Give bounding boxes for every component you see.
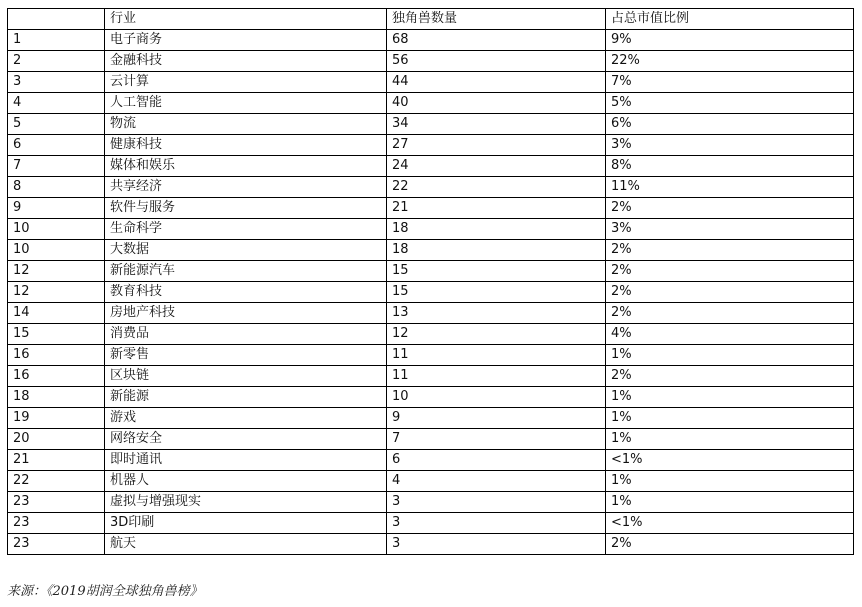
table-row [8,513,854,534]
count-cell: 12 [387,324,606,345]
share-cell: 1% [606,471,854,492]
share-cell: 11% [606,177,854,198]
industry-cell: 金融科技 [105,51,387,72]
rank-cell: 5 [8,114,105,135]
table-row [8,135,854,156]
industry-cell: 航天 [105,534,387,555]
share-cell: 2% [606,282,854,303]
count-cell: 56 [387,51,606,72]
count-cell: 3 [387,492,606,513]
rank-cell: 23 [8,513,105,534]
count-cell: 68 [387,30,606,51]
count-cell: 7 [387,429,606,450]
count-cell: 24 [387,156,606,177]
count-cell: 6 [387,450,606,471]
share-cell: 2% [606,240,854,261]
industry-cell: 网络安全 [105,429,387,450]
industry-cell: 电子商务 [105,30,387,51]
industry-cell: 软件与服务 [105,198,387,219]
share-cell: 1% [606,387,854,408]
table-row [8,345,854,366]
rank-cell: 20 [8,429,105,450]
rank-cell: 12 [8,261,105,282]
industry-cell: 物流 [105,114,387,135]
share-cell: 8% [606,156,854,177]
share-cell: 1% [606,408,854,429]
count-cell: 4 [387,471,606,492]
count-cell: 34 [387,114,606,135]
rank-cell: 6 [8,135,105,156]
rank-cell: 16 [8,345,105,366]
industry-cell: 人工智能 [105,93,387,114]
table-row [8,450,854,471]
table-row [8,492,854,513]
share-cell: <1% [606,513,854,534]
industry-cell: 消费品 [105,324,387,345]
industry-cell: 健康科技 [105,135,387,156]
rank-cell: 9 [8,198,105,219]
table-row [8,303,854,324]
rank-cell: 2 [8,51,105,72]
table-row [8,219,854,240]
rank-cell: 19 [8,408,105,429]
count-cell: 27 [387,135,606,156]
table-row [8,198,854,219]
industry-cell: 虚拟与增强现实 [105,492,387,513]
industry-cell: 新能源汽车 [105,261,387,282]
count-cell: 18 [387,219,606,240]
share-cell: 2% [606,198,854,219]
rank-cell: 21 [8,450,105,471]
share-cell: 2% [606,303,854,324]
industry-cell: 新零售 [105,345,387,366]
source-note: 来源：《2019胡润全球独角兽榜》 [7,584,203,599]
count-cell: 3 [387,513,606,534]
rank-cell: 23 [8,534,105,555]
share-cell: 6% [606,114,854,135]
share-cell: 7% [606,72,854,93]
table-body [8,30,854,555]
industry-cell: 机器人 [105,471,387,492]
industry-cell: 房地产科技 [105,303,387,324]
table-row [8,534,854,555]
count-cell: 15 [387,261,606,282]
count-cell: 15 [387,282,606,303]
rank-cell: 14 [8,303,105,324]
rank-cell: 16 [8,366,105,387]
count-cell: 21 [387,198,606,219]
table-row [8,30,854,51]
rank-cell: 10 [8,219,105,240]
header-industry: 行业 [105,9,387,30]
table-row [8,93,854,114]
table-row [8,366,854,387]
industry-cell: 即时通讯 [105,450,387,471]
table-row [8,429,854,450]
count-cell: 18 [387,240,606,261]
rank-cell: 15 [8,324,105,345]
header-unicorn-count: 独角兽数量 [387,9,606,30]
share-cell: 2% [606,534,854,555]
table-row [8,471,854,492]
industry-cell: 区块链 [105,366,387,387]
unicorn-industry-table-container [7,8,854,555]
share-cell: 4% [606,324,854,345]
unicorn-industry-table [7,8,854,555]
count-cell: 44 [387,72,606,93]
rank-cell: 12 [8,282,105,303]
rank-cell: 8 [8,177,105,198]
share-cell: 2% [606,261,854,282]
table-row [8,408,854,429]
table-row [8,240,854,261]
rank-cell: 1 [8,30,105,51]
table-row [8,156,854,177]
share-cell: 5% [606,93,854,114]
rank-cell: 10 [8,240,105,261]
share-cell: 3% [606,135,854,156]
industry-cell: 媒体和娱乐 [105,156,387,177]
industry-cell: 共享经济 [105,177,387,198]
industry-cell: 游戏 [105,408,387,429]
industry-cell: 3D印刷 [105,513,387,534]
share-cell: 1% [606,345,854,366]
industry-cell: 新能源 [105,387,387,408]
count-cell: 22 [387,177,606,198]
share-cell: 2% [606,366,854,387]
share-cell: <1% [606,450,854,471]
rank-cell: 7 [8,156,105,177]
share-cell: 1% [606,429,854,450]
table-row [8,324,854,345]
table-row [8,114,854,135]
share-cell: 1% [606,492,854,513]
table-row [8,387,854,408]
rank-cell: 23 [8,492,105,513]
header-market-share: 占总市值比例 [606,9,854,30]
industry-cell: 教育科技 [105,282,387,303]
count-cell: 9 [387,408,606,429]
table-row [8,261,854,282]
share-cell: 3% [606,219,854,240]
table-row [8,282,854,303]
share-cell: 22% [606,51,854,72]
count-cell: 10 [387,387,606,408]
header-rank [8,9,105,30]
industry-cell: 云计算 [105,72,387,93]
table-row [8,177,854,198]
rank-cell: 22 [8,471,105,492]
count-cell: 40 [387,93,606,114]
share-cell: 9% [606,30,854,51]
rank-cell: 18 [8,387,105,408]
rank-cell: 4 [8,93,105,114]
industry-cell: 大数据 [105,240,387,261]
count-cell: 11 [387,345,606,366]
count-cell: 13 [387,303,606,324]
count-cell: 11 [387,366,606,387]
table-header-row [8,9,854,30]
count-cell: 3 [387,534,606,555]
table-row [8,72,854,93]
industry-cell: 生命科学 [105,219,387,240]
table-row [8,51,854,72]
rank-cell: 3 [8,72,105,93]
